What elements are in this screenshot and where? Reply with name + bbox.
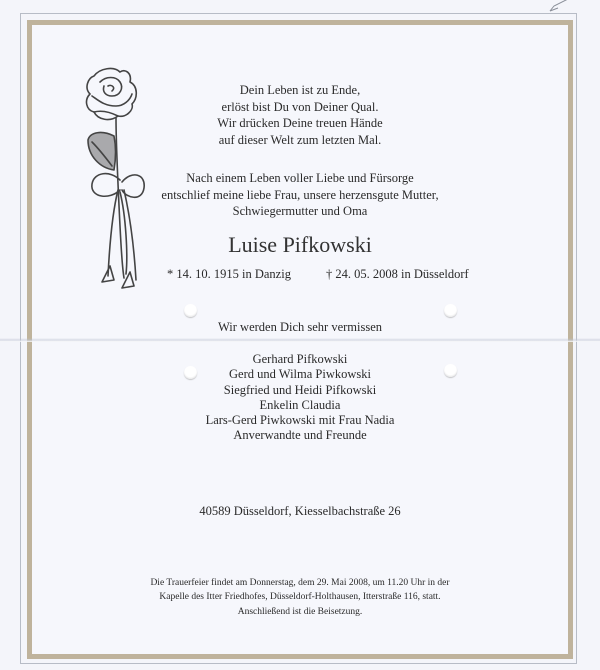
poem-line: auf dieser Welt zum letzten Mal.	[218, 132, 382, 147]
mourner: Gerd und Wilma Piwkowski	[229, 367, 371, 382]
ceremony-line: Die Trauerfeier findet am Donnerstag, dem 29. Mai 2008, um 11.20 Uhr in der	[150, 578, 450, 588]
punch-hole	[444, 304, 457, 317]
intro-line: Nach einem Leben voller Liebe und Fürsorge	[186, 171, 414, 185]
burial-note: Anschließend ist die Beisetzung.	[237, 607, 363, 617]
punch-hole	[444, 364, 457, 377]
birth-date: * 14. 10. 1915 in Danzig	[167, 267, 291, 281]
mourners-list	[0, 352, 600, 444]
poem-line: Wir drücken Deine treuen Hände	[217, 116, 383, 130]
ceremony-details	[0, 576, 600, 604]
mourner: Siegfried und Heidi Pifkowski	[223, 382, 377, 397]
ceremony-line: Kapelle des Itter Friedhofes, Düsseldorf-Holthausen, Itterstraße 116, statt.	[159, 592, 441, 602]
poem-line: Dein Leben ist zu Ende,	[239, 83, 361, 97]
paper-fold-crease	[0, 338, 600, 342]
deceased-name: Luise Pifkowski	[228, 232, 372, 257]
mourner: Anverwandte und Freunde	[233, 428, 367, 443]
mourner: Gerhard Pifkowski	[252, 352, 348, 366]
poem-verse	[0, 82, 600, 148]
mourning-address: 40589 Düsseldorf, Kiesselbachstraße 26	[199, 504, 401, 518]
intro-line: entschlief meine liebe Frau, unsere herzensgute Mutter,	[161, 187, 439, 202]
intro-text	[0, 170, 600, 220]
pen-mark-icon	[540, 0, 570, 12]
punch-hole	[184, 304, 197, 317]
intro-line: Schwiegermutter und Oma	[232, 204, 368, 218]
farewell-line: Wir werden Dich sehr vermissen	[217, 320, 383, 334]
mourner: Lars-Gerd Piwkowski mit Frau Nadia	[205, 413, 395, 428]
poem-line: erlöst bist Du von Deiner Qual.	[221, 99, 379, 114]
punch-hole	[184, 366, 197, 379]
mourner: Enkelin Claudia	[259, 397, 341, 412]
death-date: † 24. 05. 2008 in Düsseldorf	[326, 267, 469, 281]
